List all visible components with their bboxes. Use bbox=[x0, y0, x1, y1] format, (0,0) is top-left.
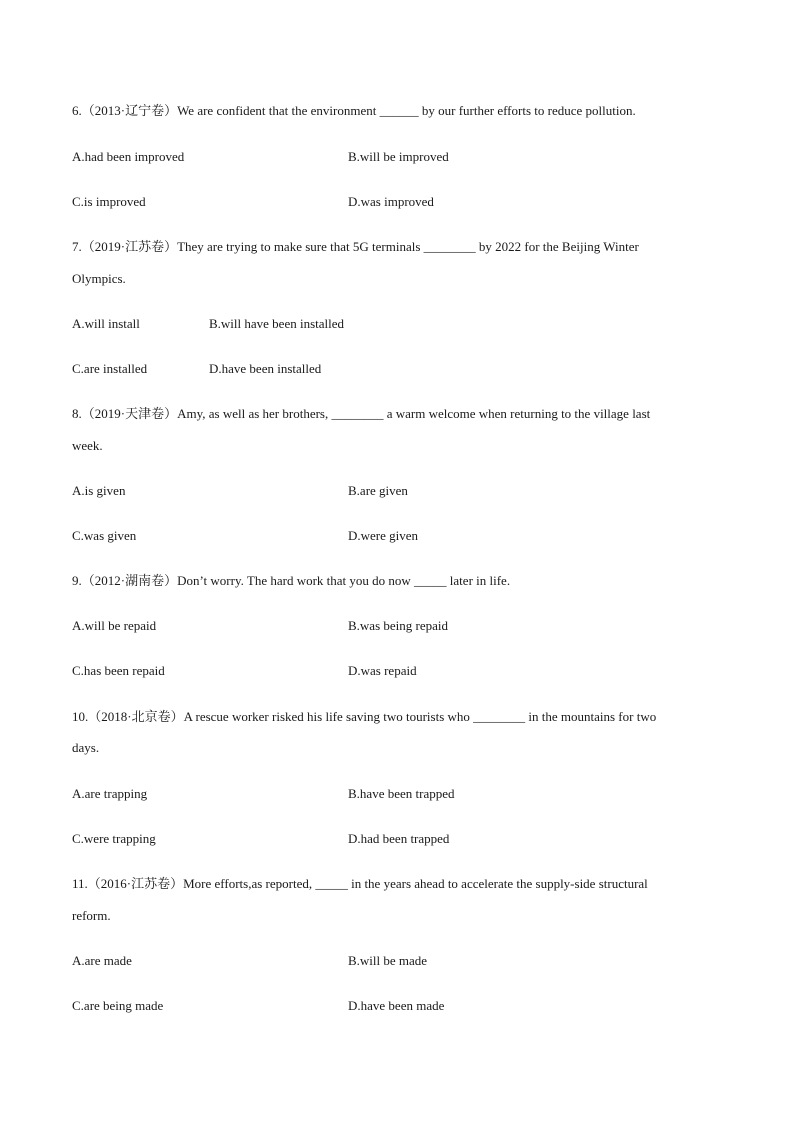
question-stem: 9.（2012·湖南卷）Don’t worry. The hard work that you do now _____ later in life. bbox=[72, 573, 511, 588]
option-d: D.was improved bbox=[348, 194, 434, 209]
option-d: D.have been made bbox=[348, 998, 445, 1013]
option-a: A.are made bbox=[72, 953, 132, 968]
option-c: C.was given bbox=[72, 528, 137, 543]
question-stem: 8.（2019·天津卷）Amy, as well as her brothers, ________ a warm welcome when returning to the village last bbox=[72, 406, 651, 421]
option-a: A.is given bbox=[72, 483, 126, 498]
option-b: B.are given bbox=[348, 483, 408, 498]
option-c: C.are being made bbox=[72, 998, 164, 1013]
option-c: C.are installed bbox=[72, 361, 148, 376]
option-a: A.will be repaid bbox=[72, 618, 157, 633]
question-stem-continued: reform. bbox=[72, 908, 111, 923]
question-stem: 6.（2013·辽宁卷）We are confident that the environment ______ by our further efforts to reduce pollution. bbox=[72, 103, 636, 118]
option-c: C.is improved bbox=[72, 194, 146, 209]
option-d: D.had been trapped bbox=[348, 831, 450, 846]
option-a: A.are trapping bbox=[72, 786, 148, 801]
question-stem: 7.（2019·江苏卷）They are trying to make sure that 5G terminals ________ by 2022 for the Beijing Winter bbox=[72, 239, 639, 254]
question-stem: 11.（2016·江苏卷）More efforts,as reported, _____ in the years ahead to accelerate the supply-side structural bbox=[72, 876, 648, 891]
question-stem: 10.（2018·北京卷）A rescue worker risked his life saving two tourists who ________ in the mountains for two bbox=[72, 709, 657, 724]
option-b: B.have been trapped bbox=[348, 786, 455, 801]
option-b: B.was being repaid bbox=[348, 618, 449, 633]
option-d: D.was repaid bbox=[348, 663, 417, 678]
option-a: A.had been improved bbox=[72, 149, 185, 164]
question-stem-continued: Olympics. bbox=[72, 271, 126, 286]
option-d: D.were given bbox=[348, 528, 419, 543]
option-b: B.will have been installed bbox=[209, 316, 345, 331]
option-b: B.will be improved bbox=[348, 149, 449, 164]
option-c: C.has been repaid bbox=[72, 663, 165, 678]
question-stem-continued: days. bbox=[72, 740, 100, 755]
option-b: B.will be made bbox=[348, 953, 428, 968]
question-stem-continued: week. bbox=[72, 438, 103, 453]
option-c: C.were trapping bbox=[72, 831, 156, 846]
option-a: A.will install bbox=[72, 316, 140, 331]
option-d: D.have been installed bbox=[209, 361, 322, 376]
